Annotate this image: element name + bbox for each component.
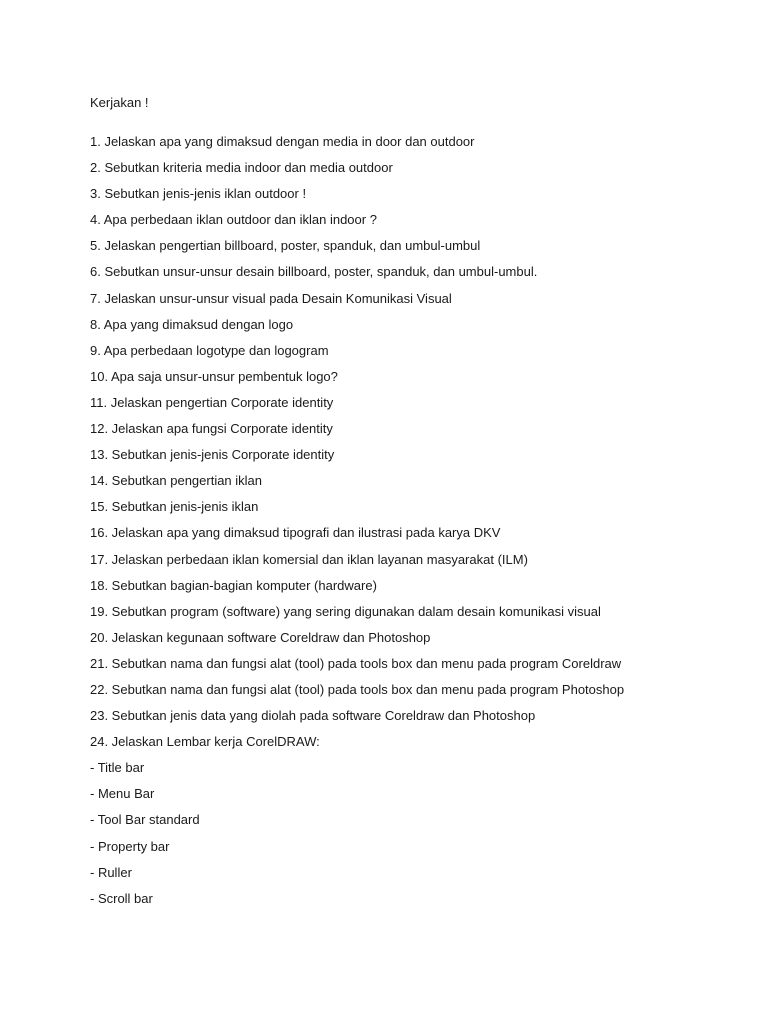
question-item: 6. Sebutkan unsur-unsur desain billboard, poster, spanduk, dan umbul-umbul.	[90, 264, 538, 280]
question-item: 19. Sebutkan program (software) yang sering digunakan dalam desain komunikasi visual	[90, 603, 601, 619]
question-item: 21. Sebutkan nama dan fungsi alat (tool) pada tools box dan menu pada program Coreldraw	[90, 655, 622, 671]
question-item: 24. Jelaskan Lembar kerja CorelDRAW:	[90, 734, 320, 750]
question-item: 8. Apa yang dimaksud dengan logo	[90, 316, 294, 332]
question-item: 22. Sebutkan nama dan fungsi alat (tool) pada tools box dan menu pada program Photoshop	[90, 681, 625, 697]
question-list	[90, 129, 730, 755]
sub-item: - Ruller	[90, 864, 132, 880]
question-item: 17. Jelaskan perbedaan iklan komersial dan iklan layanan masyarakat (ILM)	[90, 551, 528, 567]
question-item: 15. Sebutkan jenis-jenis iklan	[90, 499, 259, 515]
sub-item: - Scroll bar	[90, 890, 153, 906]
question-item: 20. Jelaskan kegunaan software Coreldraw dan Photoshop	[90, 629, 431, 645]
sub-item: - Tool Bar standard	[90, 812, 200, 828]
question-item: 18. Sebutkan bagian-bagian komputer (hardware)	[90, 577, 377, 593]
document-heading: Kerjakan !	[90, 95, 149, 110]
question-item: 1. Jelaskan apa yang dimaksud dengan media in door dan outdoor	[90, 134, 475, 149]
question-item: 9. Apa perbedaan logotype dan logogram	[90, 342, 329, 358]
question-item: 11. Jelaskan pengertian Corporate identity	[90, 394, 334, 410]
question-item: 16. Jelaskan apa yang dimaksud tipografi dan ilustrasi pada karya DKV	[90, 525, 501, 541]
sub-item: - Menu Bar	[90, 786, 155, 802]
sub-item: - Property bar	[90, 838, 170, 854]
document-page	[90, 90, 730, 912]
question-item: 3. Sebutkan jenis-jenis iklan outdoor !	[90, 186, 307, 202]
sub-item-list	[90, 755, 730, 912]
sub-item: - Title bar	[90, 760, 145, 776]
question-item: 23. Sebutkan jenis data yang diolah pada software Coreldraw dan Photoshop	[90, 708, 536, 724]
question-item: 7. Jelaskan unsur-unsur visual pada Desain Komunikasi Visual	[90, 290, 452, 306]
question-item: 5. Jelaskan pengertian billboard, poster, spanduk, dan umbul-umbul	[90, 238, 481, 254]
question-item: 4. Apa perbedaan iklan outdoor dan iklan indoor ?	[90, 212, 377, 228]
question-item: 2. Sebutkan kriteria media indoor dan media outdoor	[90, 160, 393, 176]
question-item: 12. Jelaskan apa fungsi Corporate identity	[90, 421, 333, 437]
question-item: 14. Sebutkan pengertian iklan	[90, 473, 263, 489]
question-item: 10. Apa saja unsur-unsur pembentuk logo?	[90, 368, 338, 384]
question-item: 13. Sebutkan jenis-jenis Corporate identity	[90, 447, 335, 463]
